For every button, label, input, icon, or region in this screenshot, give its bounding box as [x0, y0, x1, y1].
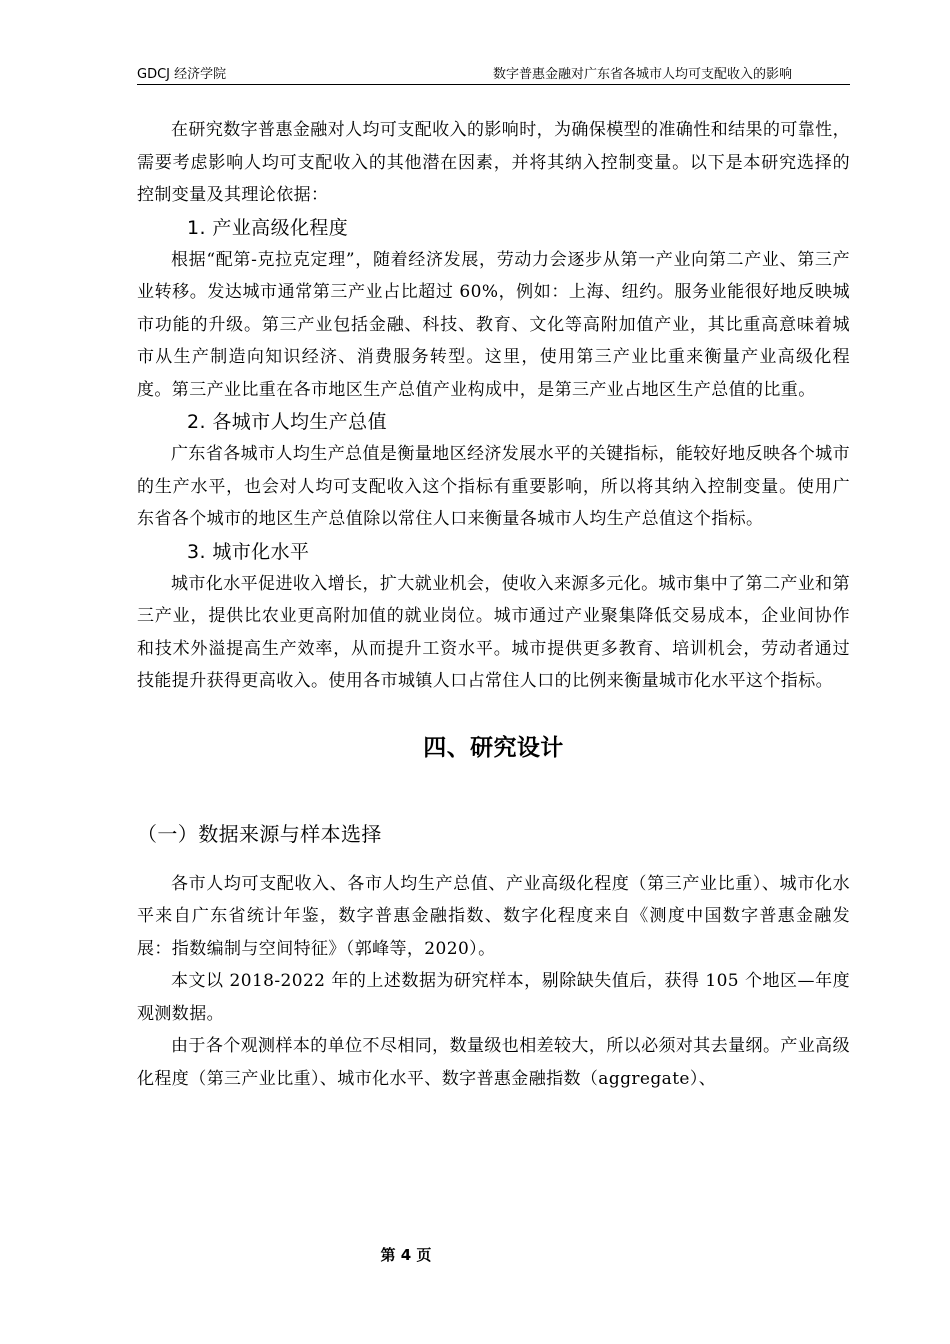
- variable-heading-2: 2. 各城市人均生产总值: [187, 411, 387, 433]
- header-paper-title: 数字普惠金融对广东省各城市人均可支配收入的影响: [492, 67, 792, 82]
- section-title: （一）数据来源与样本选择: [137, 821, 382, 846]
- chapter-title: 四、研究设计: [423, 734, 564, 761]
- page-number: 第 4 页: [380, 1246, 432, 1264]
- section-paragraph-2: 本文以 2018-2022 年的上述数据为研究样本，剔除缺失值后，获得 105 个地区—年度观测数据。: [137, 971, 850, 1024]
- header-institution: GDCJ 经济学院: [137, 67, 227, 82]
- intro-paragraph: 在研究数字普惠金融对人均可支配收入的影响时，为确保模型的准确性和结果的可靠性，需要考虑影响人均可支配收入的其他潜在因素，并将其纳入控制变量。以下是本研究选择的控制变量及其理论依据：: [137, 120, 850, 205]
- variable-paragraph-3: 城市化水平促进收入增长，扩大就业机会，使收入来源多元化。城市集中了第二产业和第三产业，提供比农业更高附加值的就业岗位。城市通过产业聚集降低交易成本，企业间协作和技术外溢提高生产效率，从而提升工资水平。城市提供更多教育、培训机会，劳动者通过技能提升获得更高收入。使用各市城镇人口占常住人口的比例来衡量城市化水平这个指标。: [137, 573, 850, 691]
- variable-heading-3: 3. 城市化水平: [187, 540, 310, 563]
- variable-paragraph-1: 根据“配第-克拉克定理”，随着经济发展，劳动力会逐步从第一产业向第二产业、第三产业转移。发达城市通常第三产业占比超过 60%，例如：上海、纽约。服务业能很好地反映城市功能的升级。第三产业包括金融、科技、教育、文化等高附加值产业，其比重高意味着城市从生产制造向知识经济、消费服务转型。这里，使用第三产业比重来衡量产业高级化程度。第三产业比重在各市地区生产总值产业构成中，是第三产业占地区生产总值的比重。: [137, 249, 850, 400]
- section-paragraph-1: 各市人均可支配收入、各市人均生产总值、产业高级化程度（第三产业比重）、城市化水平来自广东省统计年鉴，数字普惠金融指数、数字化程度来自《测度中国数字普惠金融发展：指数编制与空间特征》（郭峰等，2020）。: [137, 873, 850, 959]
- page-header: [137, 66, 850, 85]
- section-paragraph-3: 由于各个观测样本的单位不尽相同，数量级也相差较大，所以必须对其去量纲。产业高级化程度（第三产业比重）、城市化水平、数字普惠金融指数（aggregate）、: [137, 1036, 850, 1089]
- variable-heading-1: 1. 产业高级化程度: [187, 216, 349, 239]
- page-body: [137, 114, 850, 1095]
- variable-paragraph-2: 广东省各城市人均生产总值是衡量地区经济发展水平的关键指标，能较好地反映各个城市的生产水平，也会对人均可支配收入这个指标有重要影响，所以将其纳入控制变量。使用广东省各个城市的地区生产总值除以常住人口来衡量各城市人均生产总值这个指标。: [137, 444, 850, 529]
